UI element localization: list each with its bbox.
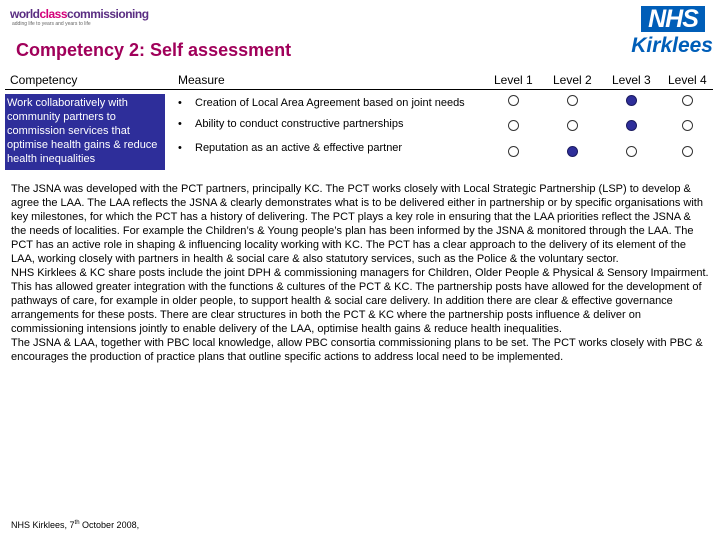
measure-item: • Reputation as an active & effective partner <box>178 142 403 154</box>
level-radio[interactable] <box>626 95 637 106</box>
paragraph: The JSNA was developed with the PCT partners, principally KC. The PCT works closely with Local Strategic Partnership (LSP) to develop & agree the LAA. The LAA reflects the JSNA & clearly demonstrates what is to be delivered either in partnership or by specific organisations with key milestones, for which the PCT has a history of delivering. The PCT plays a key role in ensuring that the LAA priorities reflect the JSNA & the needs of localities. For example the Children’s & Young people’s plan has been informed by the JSNA & monitored through the LAA. The PCT has an active role in shaping & influencing locality working with KC. The PCT has a clear approach to the delivery of its element of the LAA, working closely with partners in health & social care & also statutory services, such as the Police & the voluntary sector. <box>11 183 703 265</box>
header-measure: Measure <box>178 73 225 87</box>
level-radio[interactable] <box>508 95 519 106</box>
header-level-2: Level 2 <box>553 73 592 87</box>
bullet: • <box>178 142 182 154</box>
level-radio[interactable] <box>626 146 637 157</box>
header-divider <box>5 89 713 90</box>
level-radio[interactable] <box>508 146 519 157</box>
level-radio[interactable] <box>508 120 519 131</box>
header-level-1: Level 1 <box>494 73 533 87</box>
footer: NHS Kirklees, 7th October 2008, <box>11 520 140 530</box>
level-radio[interactable] <box>626 120 637 131</box>
level-radio[interactable] <box>682 120 693 131</box>
world-class-commissioning-logo <box>10 7 149 37</box>
competency-cell: Work collaboratively with community partners to commission services that optimise health gains & reduce health inequalities <box>5 94 165 170</box>
level-radio[interactable] <box>567 120 578 131</box>
level-radio[interactable] <box>567 146 578 157</box>
logo-tagline: adding life to years and years to life <box>12 21 91 27</box>
bullet: • <box>178 97 182 109</box>
bullet: • <box>178 118 182 130</box>
level-radio[interactable] <box>682 95 693 106</box>
header-competency: Competency <box>10 73 78 87</box>
assessment-narrative <box>11 182 709 364</box>
page-title: Competency 2: Self assessment <box>16 40 292 60</box>
nhs-org-name: Kirklees <box>631 34 713 57</box>
level-radio[interactable] <box>567 95 578 106</box>
logo-wordmark: worldclasscommissioning <box>10 7 149 21</box>
nhs-badge: NHS <box>641 6 705 32</box>
nhs-kirklees-logo <box>627 6 713 60</box>
header-level-4: Level 4 <box>668 73 707 87</box>
level-radio[interactable] <box>682 146 693 157</box>
paragraph: NHS Kirklees & KC share posts include the joint DPH & commissioning managers for Children, Older People & Physical & Sensory Impairment. This has allowed greater integration with the functions & cultures of the PCT & KC. The partnership posts have allowed for the development of pathways of care, for example in older people, to support health & social care delivery. In addition there are clear & effective governance arrangements for these posts. There are clear structures in both the PCT & KC where the partnership posts influence & deliver on commissioning intensions jointly to enable delivery of the LAA, optimise health gains & reduce health inequalities. <box>11 267 709 335</box>
paragraph: The JSNA & LAA, together with PBC local knowledge, allow PBC consortia commissioning plans to be set. The PCT works closely with PBC & encourages the production of practice plans that outline specific actions to address local need to be implemented. <box>11 337 703 363</box>
header-level-3: Level 3 <box>612 73 651 87</box>
measure-item: • Ability to conduct constructive partnerships <box>178 118 404 130</box>
measure-item: • Creation of Local Area Agreement based on joint needs <box>178 97 465 109</box>
